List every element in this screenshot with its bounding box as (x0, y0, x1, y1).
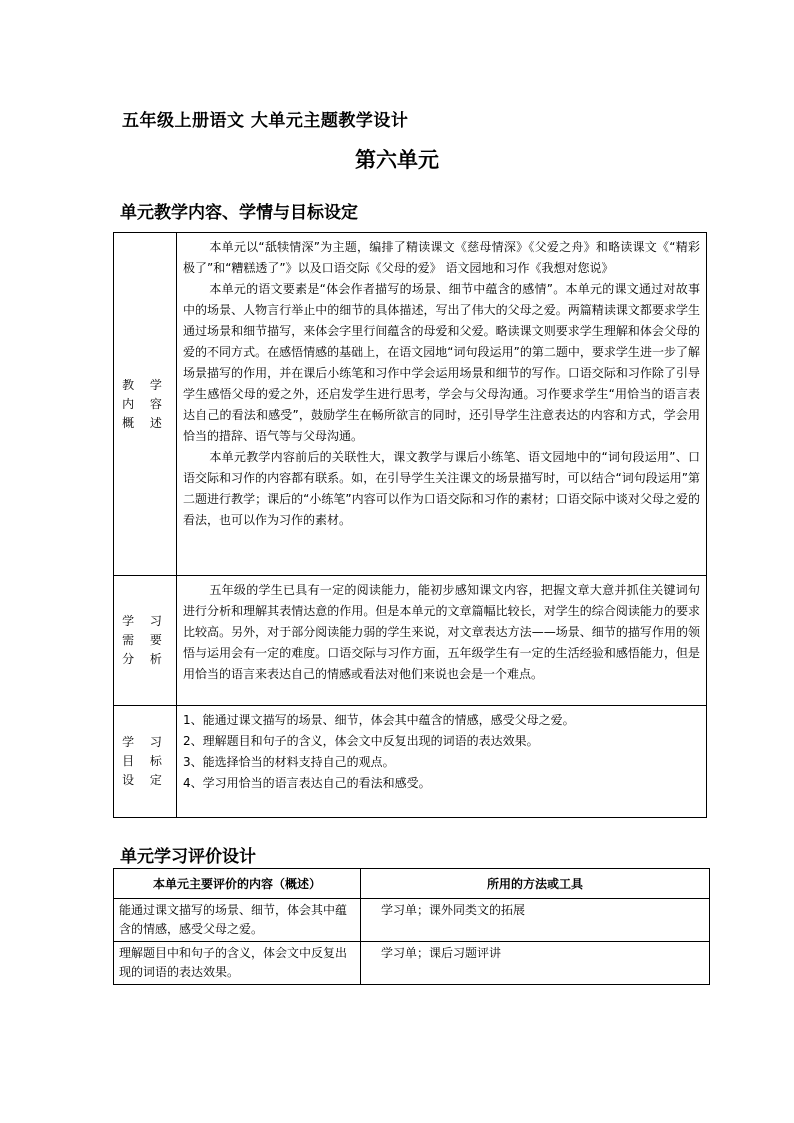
goal-item: 4、学习用恰当的语言表达自己的看法和感受。 (183, 776, 431, 790)
evaluation-method-cell: 学习单；课外同类文的拓展 (361, 899, 710, 942)
table-row-learning-needs (114, 576, 707, 706)
section-heading-teaching-content: 单元教学内容、学情与目标设定 (120, 203, 358, 223)
paragraph: 本单元以“舐犊情深”为主题，编排了精读课文《慈母情深》《父爱之舟》和略读课文《“精彩极了”和“糟糕透了”》以及口语交际《父母的爱》 语文园地和习作《我想对您说》 (183, 240, 700, 275)
document-title: 五年级上册语文 大单元主题教学设计 (122, 111, 409, 131)
goal-item: 3、能选择恰当的材料支持自己的观点。 (183, 755, 395, 769)
learning-needs-text (177, 576, 707, 706)
row-label-content-overview: 教 学 内 容 概 述 (114, 233, 177, 576)
row-label-learning-needs: 学 习 需 要 分 析 (114, 576, 177, 706)
table-row (114, 899, 710, 942)
table-row-learning-goals (114, 706, 707, 818)
table-row (114, 942, 710, 985)
table-row-content-overview (114, 233, 707, 576)
paragraph: 本单元教学内容前后的关联性大，课文教学与课后小练笔、语文园地中的“词句段运用”、口语交际和习作的内容都有联系。如，在引导学生关注课文的场景描写时，可以结合“词句段运用”第二题进行教学；课后的“小练笔”内容可以作为口语交际和习作的素材；口语交际中谈对父母之爱的看法，也可以作为习作的素材。 (183, 450, 700, 527)
column-header-method: 所用的方法或工具 (361, 869, 710, 899)
evaluation-table (113, 868, 710, 985)
evaluation-method-cell: 学习单；课后习题评讲 (361, 942, 710, 985)
content-overview-text (177, 233, 707, 576)
paragraph: 本单元的语文要素是“体会作者描写的场景、细节中蕴含的感情”。本单元的课文通过对故事中的场景、人物言行举止中的细节的具体描述，写出了伟大的父母之爱。两篇精读课文都要求学生通过场景和细节描写，来体会字里行间蕴含的母爱和父爱。略读课文则要求学生理解和体会父母的爱的不同方式。在感悟情感的基础上，在语文园地“词句段运用”的第二题中，要求学生进一步了解场景描写的作用，并在课后小练笔和习作中学会运用场景和细节的写作。口语交际和习作除了引导学生感悟父母的爱之外，还启发学生进行思考，学会与父母沟通。习作要求学生“用恰当的语言表达自己的看法和感受”，鼓励学生在畅所欲言的同时，还引导学生注意表达的内容和方式，学会用恰当的措辞、语气等与父母沟通。 (183, 282, 700, 443)
goal-item: 1、能通过课文描写的场景、细节，体会其中蕴含的情感，感受父母之爱。 (183, 713, 575, 727)
learning-goals-list (177, 706, 707, 818)
evaluation-content-cell: 理解题目中和句子的含义，体会文中反复出现的词语的表达效果。 (114, 942, 361, 985)
row-label-learning-goals: 学 习 目 标 设 定 (114, 706, 177, 818)
unit-title: 第六单元 (355, 148, 439, 172)
table-header-row (114, 869, 710, 899)
paragraph: 五年级的学生已具有一定的阅读能力，能初步感知课文内容，把握文章大意并抓住关键词句进行分析和理解其表情达意的作用。但是本单元的文章篇幅比较长，对学生的综合阅读能力的要求比较高。另外，对于部分阅读能力弱的学生来说，对文章表达方法——场景、细节的描写作用的领悟与运用会有一定的难度。口语交际与习作方面，五年级学生有一定的生活经验和感悟能力，但是用恰当的语言来表达自己的情感或看法对他们来说也会是一个难点。 (183, 583, 700, 681)
column-header-content: 本单元主要评价的内容（概述） (114, 869, 361, 899)
section-heading-evaluation: 单元学习评价设计 (120, 847, 256, 867)
goal-item: 2、理解题目和句子的含义，体会文中反复出现的词语的表达效果。 (183, 734, 539, 748)
teaching-content-table (113, 232, 707, 818)
evaluation-content-cell: 能通过课文描写的场景、细节，体会其中蕴含的情感，感受父母之爱。 (114, 899, 361, 942)
